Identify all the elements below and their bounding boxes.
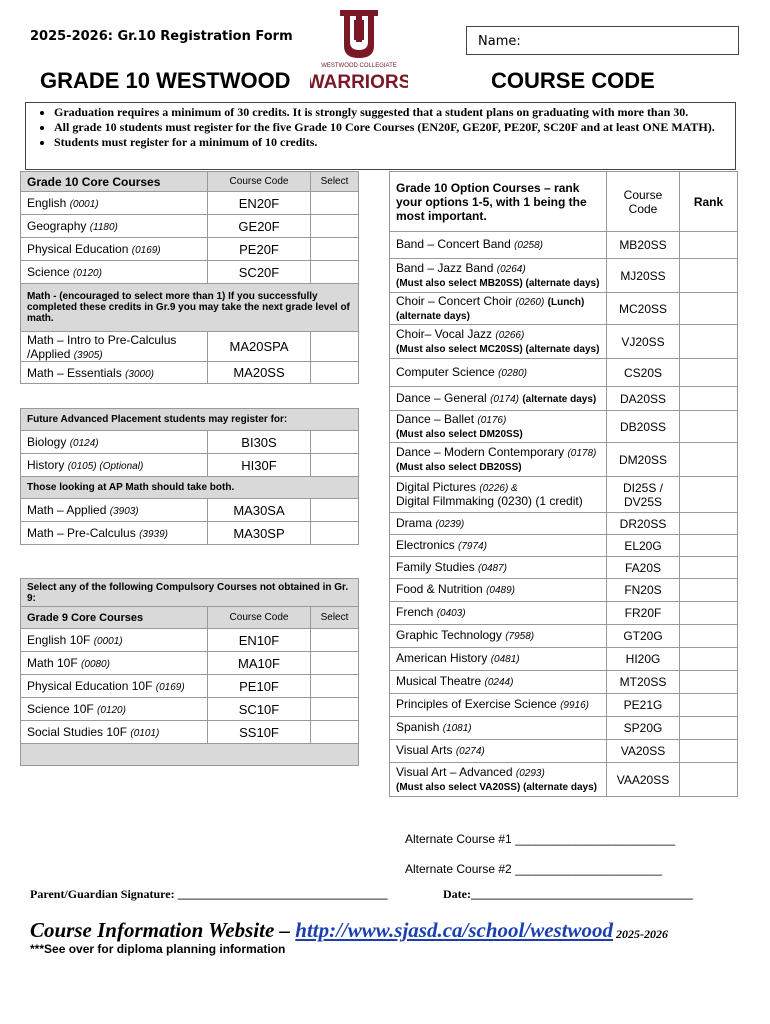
- table-row: [21, 261, 359, 284]
- ap-table: [20, 408, 359, 545]
- course-name: Drama: [396, 515, 433, 530]
- course-number: (0120): [73, 268, 102, 279]
- course-number: (0001): [93, 636, 123, 647]
- form-title: 2025-2026: Gr.10 Registration Form: [30, 29, 293, 44]
- note-item: • All grade 10 students must register for the five Grade 10 Core Courses (EN20F, GE20F, PE20F, SC20F and at least ONE MATH).: [54, 120, 735, 135]
- course-code: VAA20SS: [607, 763, 680, 797]
- select-cell[interactable]: [311, 454, 359, 477]
- course-code: HI30F: [208, 454, 311, 477]
- course-name: Math – Applied: [27, 503, 107, 517]
- core-table: [20, 171, 359, 384]
- course-number: (0487): [478, 562, 507, 574]
- course-name: Visual Arts: [396, 743, 453, 757]
- ap-heading: Future Advanced Placement students may register for:: [21, 409, 359, 431]
- select-cell[interactable]: [311, 629, 359, 652]
- rank-cell[interactable]: [680, 359, 738, 387]
- logo-subtitle: WESTWOOD COLLEGIATE: [321, 63, 397, 69]
- table-row: [390, 259, 738, 293]
- course-note: (Must also select MC20SS) (alternate days): [396, 343, 600, 355]
- course-number: (0101): [130, 728, 160, 739]
- course-code: SS10F: [208, 721, 311, 744]
- course-number: (0258): [514, 240, 543, 251]
- course-code: MA10F: [208, 652, 311, 675]
- course-code: PE10F: [208, 675, 311, 698]
- gr9-code-header: Course Code: [208, 607, 311, 629]
- note-item: • Graduation requires a minimum of 30 credits. It is strongly suggested that a student plans on graduating with more than 30.: [54, 105, 735, 120]
- table-row: [390, 387, 738, 411]
- select-cell[interactable]: [311, 698, 359, 721]
- course-name: Math – Essentials: [27, 365, 122, 380]
- course-number: (3905): [73, 349, 103, 361]
- course-number: (0169): [155, 682, 185, 693]
- date-field[interactable]: Date:_____________________________________: [443, 887, 693, 901]
- course-name: American History: [396, 651, 488, 665]
- table-row: [21, 431, 359, 454]
- course-number: (0226) &: [479, 483, 518, 494]
- gr9-blank-row: [21, 744, 359, 766]
- course-number: (0176): [477, 414, 507, 426]
- rank-cell[interactable]: [680, 387, 738, 411]
- table-row: [390, 602, 738, 625]
- table-row: [390, 443, 738, 477]
- course-code: DM20SS: [607, 443, 680, 477]
- course-code: FN20S: [607, 579, 680, 602]
- rank-cell[interactable]: [680, 557, 738, 579]
- rank-cell[interactable]: [680, 740, 738, 763]
- table-row: [390, 477, 738, 513]
- table-row: [390, 359, 738, 387]
- option-course-cell: [390, 411, 607, 443]
- rank-cell[interactable]: [680, 535, 738, 557]
- rank-cell[interactable]: [680, 625, 738, 648]
- option-course-cell: [390, 443, 607, 477]
- option-course-cell: [390, 602, 607, 625]
- course-name: Physical Education: [27, 242, 129, 256]
- course-code: BI30S: [208, 431, 311, 454]
- course-number: (1180): [89, 222, 118, 233]
- course-number: (9916): [560, 700, 589, 711]
- course-name: French: [396, 605, 434, 619]
- course-code: EN10F: [208, 629, 311, 652]
- course-code: MT20SS: [607, 671, 680, 694]
- warriors-logo: [310, 8, 408, 96]
- table-row: [390, 625, 738, 648]
- course-number: (0489): [486, 585, 515, 596]
- table-row: [390, 671, 738, 694]
- course-name: Choir– Vocal Jazz: [396, 326, 493, 341]
- name-label: Name:: [478, 34, 521, 49]
- core-select-header: Select: [311, 172, 359, 192]
- course-name: Dance – Modern Contemporary: [396, 444, 565, 459]
- course-code: SP20G: [607, 717, 680, 740]
- option-course-cell: [390, 293, 607, 325]
- course-number: (7974): [458, 540, 487, 552]
- option-course-cell: [390, 513, 607, 535]
- rank-cell[interactable]: [680, 717, 738, 740]
- option-course-cell: [390, 763, 607, 797]
- core-heading: Grade 10 Core Courses: [21, 172, 208, 192]
- course-number: (0403): [436, 608, 466, 619]
- table-row: [21, 454, 359, 477]
- course-number: (0080): [81, 659, 110, 670]
- select-cell[interactable]: [311, 721, 359, 744]
- course-name: Band – Concert Band: [396, 237, 511, 251]
- course-number: (0105) (Optional): [67, 461, 144, 472]
- table-row: [390, 717, 738, 740]
- course-number: (0174): [490, 393, 519, 405]
- table-row: [390, 648, 738, 671]
- option-course-cell: [390, 387, 607, 411]
- rank-cell[interactable]: [680, 477, 738, 513]
- course-code: HI20G: [607, 648, 680, 671]
- table-row: [21, 522, 359, 545]
- course-code: VA20SS: [607, 740, 680, 763]
- note-item: • Students must register for a minimum of 10 credits.: [54, 135, 735, 150]
- select-cell[interactable]: [311, 332, 359, 362]
- table-row: [21, 332, 359, 362]
- rank-cell[interactable]: [680, 443, 738, 477]
- course-name: Computer Science: [396, 364, 495, 379]
- option-course-cell: [390, 359, 607, 387]
- course-code: MB20SS: [607, 232, 680, 259]
- title-right: COURSE CODE: [491, 68, 655, 93]
- gr9-heading: Grade 9 Core Courses: [21, 607, 208, 629]
- course-name: Graphic Technology: [396, 628, 502, 642]
- course-number: (0264): [496, 263, 526, 275]
- course-number: (3939): [139, 529, 168, 540]
- table-row: [390, 325, 738, 359]
- course-name: Math – Pre-Calculus: [27, 526, 136, 540]
- ap-math-heading: Those looking at AP Math should take both.: [21, 477, 359, 499]
- footer-year: 2025-2026: [616, 927, 668, 941]
- course-number: (7958): [505, 631, 535, 642]
- course-note: Digital Filmmaking (0230) (1 credit): [396, 494, 583, 508]
- course-number: (0001): [69, 199, 99, 210]
- course-code: CS20S: [607, 359, 680, 387]
- rank-cell[interactable]: [680, 411, 738, 443]
- course-name: Dance – General: [396, 390, 487, 405]
- course-code: MA30SP: [208, 522, 311, 545]
- table-row: [21, 215, 359, 238]
- course-code: DA20SS: [607, 387, 680, 411]
- select-cell[interactable]: [311, 522, 359, 545]
- website-link[interactable]: http://www.sjasd.ca/school/westwood: [295, 918, 614, 942]
- course-name: Physical Education 10F: [27, 679, 153, 693]
- course-note: (alternate days): [396, 310, 470, 322]
- select-cell[interactable]: [311, 362, 359, 384]
- course-name: Math 10F: [27, 656, 78, 670]
- table-row: [390, 411, 738, 443]
- select-cell[interactable]: [311, 431, 359, 454]
- course-code: MC20SS: [607, 293, 680, 325]
- select-cell[interactable]: [311, 652, 359, 675]
- table-row: [21, 698, 359, 721]
- table-row: [21, 721, 359, 744]
- course-code: SC20F: [208, 261, 311, 284]
- website-line: [30, 918, 613, 943]
- select-cell[interactable]: [311, 675, 359, 698]
- course-note: (Must also select VA20SS) (alternate days): [396, 781, 597, 793]
- table-row: [390, 535, 738, 557]
- course-extra: (alternate days): [522, 393, 597, 405]
- select-cell[interactable]: [311, 261, 359, 284]
- course-number: (3000): [125, 368, 154, 380]
- course-name: Math – Intro to Pre-Calculus /Applied: [27, 332, 177, 361]
- course-code: MA20SPA: [208, 332, 311, 362]
- select-cell[interactable]: [311, 238, 359, 261]
- course-code: MA20SS: [208, 362, 311, 384]
- option-course-cell: [390, 648, 607, 671]
- option-course-cell: [390, 232, 607, 259]
- course-name: Geography: [27, 219, 87, 233]
- option-course-cell: [390, 579, 607, 602]
- rank-cell[interactable]: [680, 259, 738, 293]
- select-cell[interactable]: [311, 192, 359, 215]
- rank-cell[interactable]: [680, 293, 738, 325]
- table-row: [21, 192, 359, 215]
- course-code: GE20F: [208, 215, 311, 238]
- course-name: Principles of Exercise Science: [396, 697, 557, 711]
- course-code: EL20G: [607, 535, 680, 557]
- table-row: [390, 513, 738, 535]
- table-row: [21, 362, 359, 384]
- course-note: (Must also select DM20SS): [396, 428, 523, 440]
- table-row: [390, 557, 738, 579]
- rank-cell[interactable]: [680, 325, 738, 359]
- course-code: DI25S / DV25S: [607, 477, 680, 513]
- rank-cell[interactable]: [680, 763, 738, 797]
- table-row: [390, 740, 738, 763]
- course-number: (0280): [498, 367, 527, 379]
- rank-cell[interactable]: [680, 648, 738, 671]
- option-course-cell: [390, 535, 607, 557]
- course-note: (Must also select MB20SS) (alternate days): [396, 277, 600, 289]
- course-name: Food & Nutrition: [396, 582, 483, 596]
- course-name: Digital Pictures: [396, 480, 477, 494]
- course-code: PE21G: [607, 694, 680, 717]
- math-note: Math - (encouraged to select more than 1) If you successfully completed these credits in Gr.9 you may take the next grade level of math.: [21, 284, 359, 332]
- option-course-cell: [390, 694, 607, 717]
- course-code: DB20SS: [607, 411, 680, 443]
- course-name: Social Studies 10F: [27, 725, 128, 739]
- course-name: Electronics: [396, 537, 455, 552]
- name-field[interactable]: [466, 26, 739, 55]
- option-course-cell: [390, 259, 607, 293]
- core-code-header: Course Code: [208, 172, 311, 192]
- course-name: English 10F: [27, 633, 91, 647]
- course-code: VJ20SS: [607, 325, 680, 359]
- alternate-course-1[interactable]: Alternate Course #1 ________________________: [405, 832, 676, 846]
- course-number: (0481): [490, 654, 520, 665]
- options-table: [389, 171, 738, 797]
- table-row: [390, 232, 738, 259]
- course-number: (0293): [515, 767, 545, 779]
- options-rank-header: Rank: [680, 172, 738, 232]
- course-code: MA30SA: [208, 499, 311, 522]
- gr9-table: [20, 578, 359, 766]
- table-row: [390, 763, 738, 797]
- gr9-select-header: Select: [311, 607, 359, 629]
- table-row: [390, 293, 738, 325]
- course-number: (0178): [567, 447, 597, 459]
- course-name: History: [27, 458, 65, 472]
- table-row: [21, 675, 359, 698]
- options-code-header: Course Code: [607, 172, 680, 232]
- alternate-course-2[interactable]: Alternate Course #2 ______________________: [405, 862, 662, 876]
- option-course-cell: [390, 325, 607, 359]
- gr9-note: Select any of the following Compulsory Courses not obtained in Gr. 9:: [21, 579, 359, 607]
- options-heading: Grade 10 Option Courses – rank your options 1-5, with 1 being the most important.: [390, 172, 607, 232]
- course-name: Biology: [27, 435, 67, 449]
- option-course-cell: [390, 557, 607, 579]
- course-code: EN20F: [208, 192, 311, 215]
- course-code: DR20SS: [607, 513, 680, 535]
- notes-box: [25, 102, 736, 170]
- course-name: Family Studies: [396, 559, 475, 574]
- select-cell[interactable]: [311, 499, 359, 522]
- option-course-cell: [390, 717, 607, 740]
- website-prefix: Course Information Website –: [30, 918, 296, 942]
- course-name: Spanish: [396, 720, 440, 734]
- logo-word: WARRIORS: [310, 72, 408, 93]
- table-row: [390, 694, 738, 717]
- course-number: (0260): [515, 296, 545, 308]
- course-number: (0239): [435, 518, 465, 530]
- course-code: GT20G: [607, 625, 680, 648]
- course-code: FA20S: [607, 557, 680, 579]
- course-code: FR20F: [607, 602, 680, 625]
- rank-cell[interactable]: [680, 579, 738, 602]
- rank-cell[interactable]: [680, 602, 738, 625]
- course-number: (0266): [495, 329, 525, 341]
- rank-cell[interactable]: [680, 513, 738, 535]
- course-number: (0274): [455, 746, 485, 757]
- table-row: [21, 652, 359, 675]
- table-row: [21, 629, 359, 652]
- course-name: Science: [27, 265, 70, 279]
- select-cell[interactable]: [311, 215, 359, 238]
- course-name: Musical Theatre: [396, 674, 482, 688]
- course-extra: (Lunch): [547, 296, 585, 308]
- course-name: Band – Jazz Band: [396, 260, 494, 275]
- rank-cell[interactable]: [680, 694, 738, 717]
- option-course-cell: [390, 477, 607, 513]
- course-number: (0120): [97, 705, 126, 716]
- course-number: (0124): [69, 438, 99, 449]
- course-code: SC10F: [208, 698, 311, 721]
- rank-cell[interactable]: [680, 671, 738, 694]
- course-number: (1081): [442, 723, 472, 734]
- course-name: Dance – Ballet: [396, 411, 475, 426]
- course-code: PE20F: [208, 238, 311, 261]
- see-over-note: ***See over for diploma planning information: [30, 942, 286, 956]
- table-row: [21, 238, 359, 261]
- table-row: [21, 499, 359, 522]
- course-name: Science 10F: [27, 702, 94, 716]
- course-number: (0169): [131, 245, 161, 256]
- course-number: (0244): [484, 677, 514, 688]
- course-number: (3903): [109, 506, 139, 517]
- title-left: GRADE 10 WESTWOOD: [40, 68, 291, 93]
- course-code: MJ20SS: [607, 259, 680, 293]
- course-name: Visual Art – Advanced: [396, 764, 513, 779]
- course-name: Choir – Concert Choir: [396, 293, 513, 308]
- course-note: (Must also select DB20SS): [396, 461, 522, 473]
- option-course-cell: [390, 740, 607, 763]
- course-name: English: [27, 196, 67, 210]
- parent-signature-field[interactable]: Parent/Guardian Signature: ___________________________________: [30, 887, 388, 901]
- table-row: [390, 579, 738, 602]
- option-course-cell: [390, 671, 607, 694]
- option-course-cell: [390, 625, 607, 648]
- rank-cell[interactable]: [680, 232, 738, 259]
